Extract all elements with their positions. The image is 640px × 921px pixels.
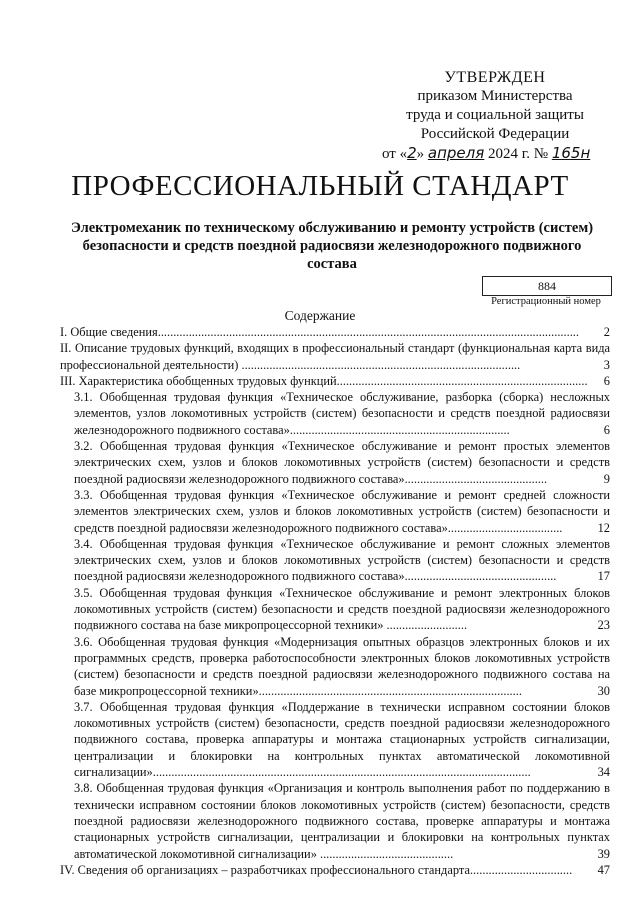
toc-entry-page: 30: [597, 683, 610, 698]
profession-subtitle: Электромеханик по техническому обслуживанию и ремонту устройств (систем) безопасности и средств поездной радиосвязи железнодорожного подвижного состава: [70, 220, 594, 272]
toc-heading: Содержание: [284, 308, 356, 323]
toc-entry-3-5[interactable]: [60, 585, 610, 634]
toc-entry-text: IV. Сведения об организациях – разработчиках профессионального стандарта.................................: [60, 862, 573, 877]
toc-entry-section-4[interactable]: [60, 862, 610, 878]
approval-line-3: Российской Федерации: [420, 126, 570, 142]
table-of-contents: [60, 324, 610, 878]
toc-entry-section-2[interactable]: [60, 340, 610, 373]
approval-date-line: [380, 144, 610, 164]
approval-line-2: труда и социальной защиты: [406, 107, 584, 123]
toc-entry-page: 2: [603, 325, 610, 339]
toc-entry-page: 12: [597, 520, 610, 535]
toc-entry-page: 6: [603, 373, 610, 388]
standard-title: ПРОФЕССИОНАЛЬНЫЙ СТАНДАРТ: [71, 170, 569, 202]
toc-entry-text: 3.2. Обобщенная трудовая функция «Техническое обслуживание и ремонт простых элементов электрических схем, узлов и блоков локомотивных устройств (систем) безопасности и средств поездной радиосвязи железнодорожного подвижного состава»..............................................: [74, 439, 610, 486]
handwritten-month: апреля: [427, 144, 485, 162]
date-mid-1: »: [416, 146, 428, 162]
approval-block: [380, 68, 610, 164]
toc-entry-text: 3.5. Обобщенная трудовая функция «Техническое обслуживание и ремонт электронных блоков локомотивных устройств (систем) безопасности и средств поездной радиосвязи железнодорожного подвижного состава на базе микропроцессорной техники» ..........................: [74, 585, 610, 633]
toc-entry-3-6[interactable]: [60, 634, 610, 699]
toc-entry-text: 3.6. Обобщенная трудовая функция «Модернизация опытных образцов электронных блоков и их программных средств, проверка работоспособности электронных блоков локомотивных устройств (систем) безопасности и средств поездной радиосвязи железнодорожного подвижного состава на базе микропроцессорной техники».....................................................................................: [74, 634, 610, 698]
toc-entry-page: 3: [603, 357, 610, 372]
toc-entry-page: 47: [597, 862, 610, 877]
toc-entry-text: III. Характеристика обобщенных трудовых функций.................................................................................: [60, 373, 588, 388]
toc-entry-3-1[interactable]: [60, 389, 610, 438]
toc-entry-3-8[interactable]: [60, 780, 610, 861]
date-mid-2: 2024 г. №: [484, 146, 552, 162]
approval-line-1: приказом Министерства: [417, 88, 573, 104]
toc-entry-3-4[interactable]: [60, 536, 610, 585]
toc-entry-page: 6: [603, 422, 610, 437]
toc-entry-text: 3.8. Обобщенная трудовая функция «Организация и контроль выполнения работ по поддержанию в технически исправном состоянии блоков локомотивных устройств (систем) безопасности, средств поездной радиосвязи железнодорожного подвижного состава, проверке аппаратуры и монтажа стационарных устройств сигнализации, централизации и блокировки на контрольных пунктах автоматической локомотивной сигнализации» ...........................................: [74, 781, 610, 861]
toc-entry-page: 9: [603, 471, 610, 486]
toc-entry-text: II. Описание трудовых функций, входящих в профессиональный стандарт (функциональная карта вида профессиональной деятельности) ..........................................................................................: [60, 341, 610, 372]
toc-entry-page: 34: [597, 765, 610, 780]
toc-entry-section-3[interactable]: [60, 373, 610, 389]
toc-entry-3-2[interactable]: [60, 438, 610, 487]
toc-entry-section-1[interactable]: [60, 324, 610, 340]
toc-entry-text: 3.1. Обобщенная трудовая функция «Техническое обслуживание, разборка (сборка) несложных элементов, узлов локомотивных устройств (систем) безопасности и средств поездной радиосвязи железнодорожного подвижного состава».......................................................................: [74, 390, 610, 437]
date-prefix: от «: [382, 146, 408, 162]
toc-entry-text: 3.3. Обобщенная трудовая функция «Техническое обслуживание и ремонт средней сложности элементов электрических схем, узлов и блоков локомотивных устройств (систем) безопасности и средств поездной радиосвязи железнодорожного подвижного состава».....................................: [74, 487, 610, 535]
handwritten-order-number: 165н: [551, 144, 591, 162]
approval-title: УТВЕРЖДЕН: [444, 69, 546, 86]
toc-entry-text: 3.7. Обобщенная трудовая функция «Поддержание в технически исправном состоянии блоков локомотивных устройств (систем) безопасности, средств поездной радиосвязи железнодорожного подвижного состава, проверка аппаратуры и монтажа стационарных устройств сигнализации, централизации и блокировки на контрольных пунктах автоматической локомотивной сигнализации»..........................................................................................................................: [74, 699, 610, 780]
handwritten-day: 2: [407, 144, 417, 162]
toc-entry-3-7[interactable]: [60, 699, 610, 780]
toc-entry-page: 23: [597, 618, 610, 633]
toc-entry-3-3[interactable]: [60, 487, 610, 536]
registration-number-box: 884: [482, 276, 612, 296]
toc-entry-page: 17: [597, 569, 610, 584]
toc-entry-text: I. Общие сведения........................................................................................................................................: [60, 325, 580, 339]
toc-entry-text: 3.4. Обобщенная трудовая функция «Техническое обслуживание и ремонт сложных элементов электрических схем, узлов и блоков локомотивных устройств (систем) безопасности и средств поездной радиосвязи железнодорожного подвижного состава».................................................: [74, 536, 610, 584]
registration-number-label: Регистрационный номер: [491, 296, 601, 307]
toc-entry-page: 39: [597, 846, 610, 861]
